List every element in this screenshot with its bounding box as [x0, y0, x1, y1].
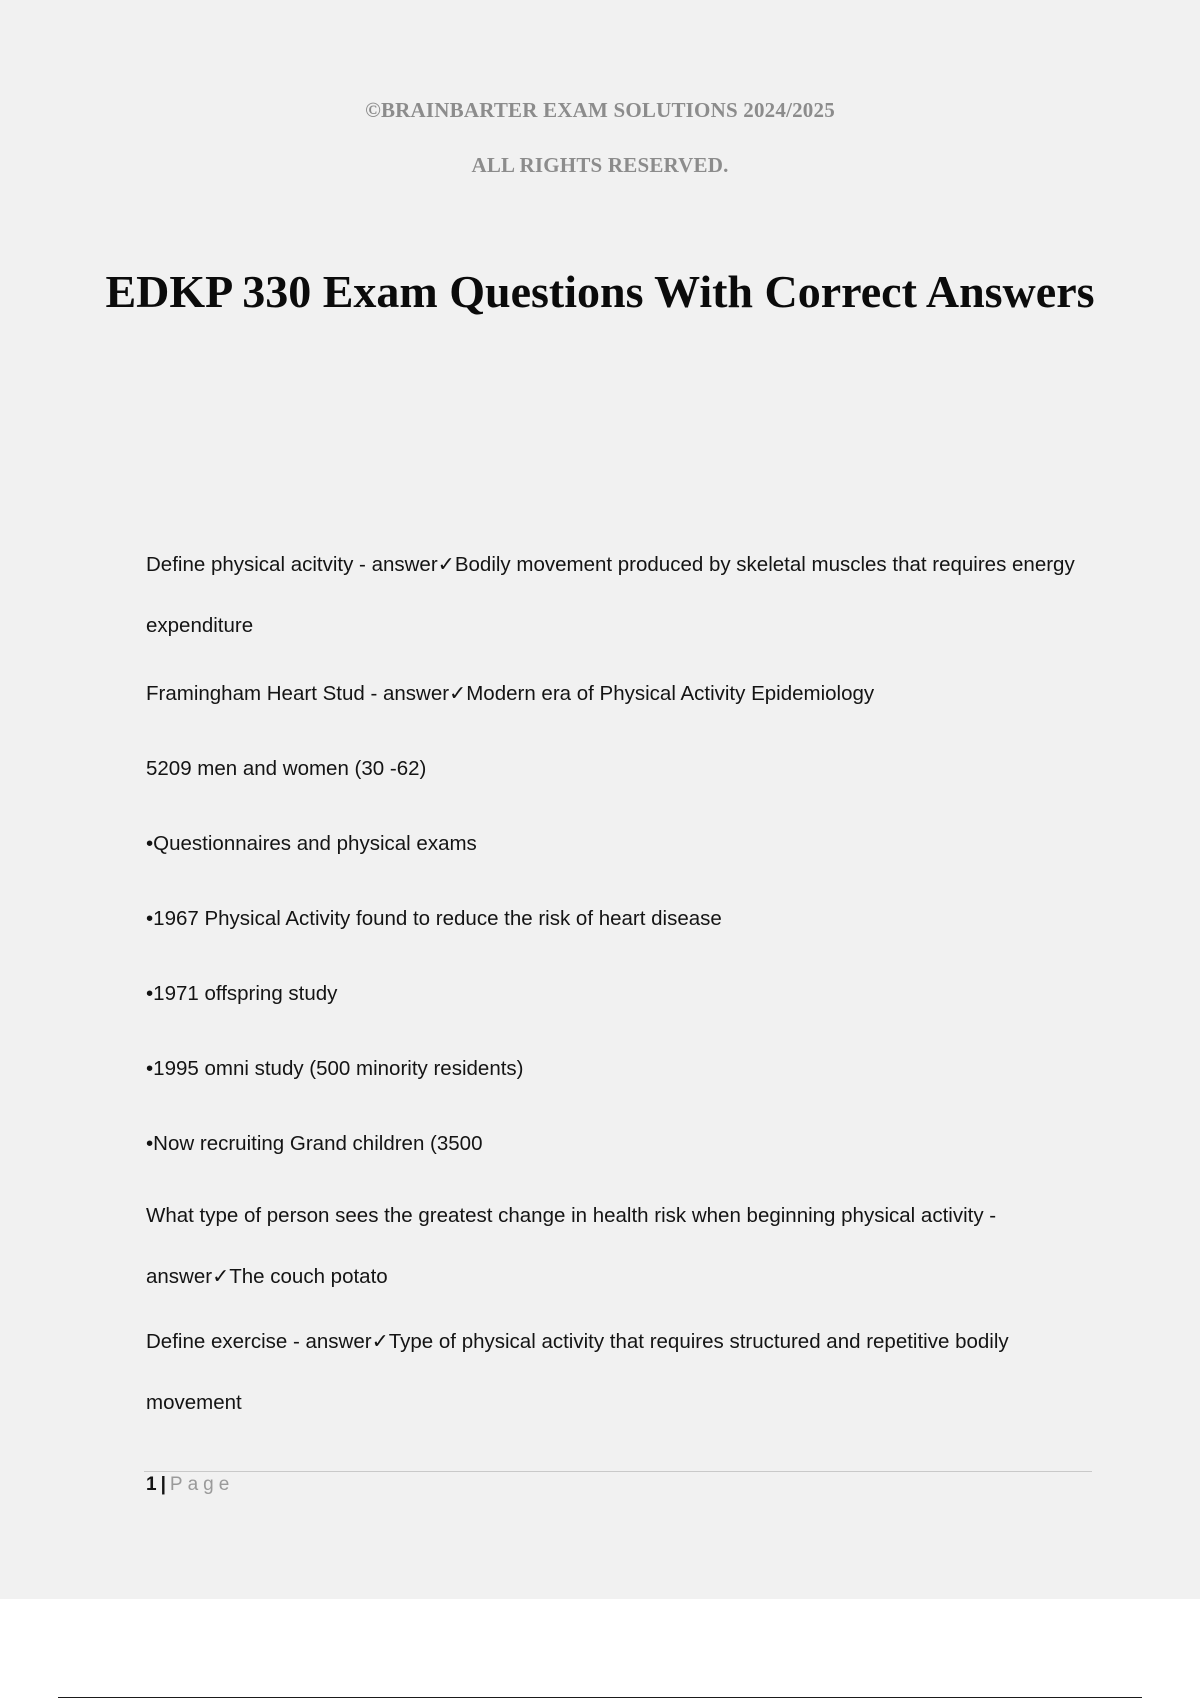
- bullet-item: •Questionnaires and physical exams: [146, 832, 477, 855]
- page-number: 1: [146, 1474, 157, 1495]
- qa-paragraph: Framingham Heart Stud - answer✓Modern era of Physical Activity Epidemiology: [146, 682, 875, 705]
- next-page-edge: [58, 1697, 1142, 1698]
- rights-header: ALL RIGHTS RESERVED.: [471, 153, 729, 177]
- page-label: Page: [169, 1474, 235, 1495]
- bullet-item: •1971 offspring study: [146, 982, 338, 1005]
- bullet-item: •1967 Physical Activity found to reduce the risk of heart disease: [146, 907, 722, 930]
- text-line: 5209 men and women (30 -62): [146, 757, 427, 780]
- footer-separator: |: [160, 1474, 166, 1495]
- bullet-item: •1995 omni study (500 minority residents): [146, 1057, 524, 1080]
- footer-divider: [144, 1471, 1092, 1472]
- bullet-item: •Now recruiting Grand children (3500: [146, 1132, 483, 1155]
- document-title: EDKP 330 Exam Questions With Correct Answers: [105, 266, 1095, 317]
- qa-paragraph: Define exercise - answer✓Type of physical activity that requires structured and repetitive bodily movement: [146, 1330, 1009, 1414]
- page-footer: [146, 1474, 234, 1496]
- copyright-header: ©BRAINBARTER EXAM SOLUTIONS 2024/2025: [365, 98, 835, 122]
- qa-paragraph: What type of person sees the greatest change in health risk when beginning physical activity - answer✓The couch potato: [146, 1204, 997, 1288]
- document-body: [146, 534, 1106, 1433]
- qa-paragraph: Define physical acitvity - answer✓Bodily movement produced by skeletal muscles that requires energy expenditure: [146, 553, 1075, 637]
